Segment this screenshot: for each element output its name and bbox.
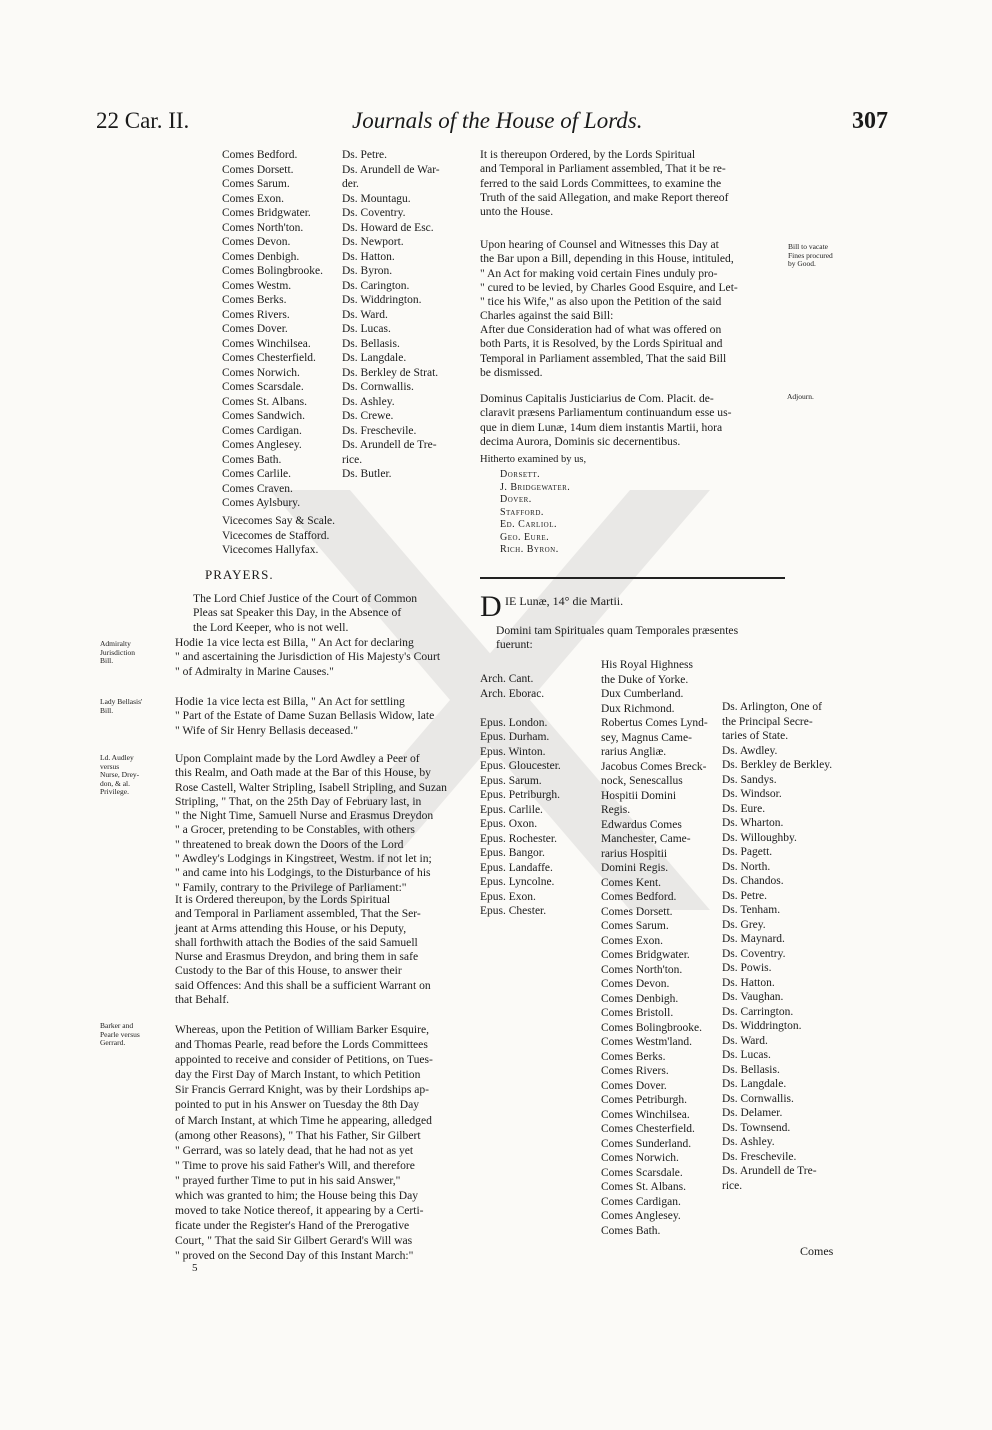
text-line: " Part of the Estate of Dame Suzan Bellasis Widow, late [175, 709, 435, 723]
lord-entry: Ds. Coventry. [722, 947, 786, 960]
regnal-year: 22 Car. II. [96, 108, 190, 133]
lord-entry: Domini Regis. [601, 862, 669, 874]
lord-entry: Comes Bristoll. [601, 1007, 674, 1019]
lord-entry: Comes Sarum. [222, 178, 290, 190]
side-note-audley [100, 754, 139, 797]
lord-entry: Regis. [601, 804, 631, 816]
fines-bill-hearing [480, 238, 738, 324]
lord-entry: Comes St. Albans. [601, 1181, 686, 1193]
lord-entry: Comes Anglesey. [601, 1210, 681, 1222]
lord-entry: Jacobus Comes Breck- [601, 760, 707, 773]
lord-entry: Robertus Comes Lynd- [601, 717, 708, 729]
speaker-note [193, 592, 417, 635]
lord-entry: Ds. Delamer. [722, 1107, 783, 1119]
signature-mark: 5 [192, 1262, 198, 1274]
lord-entry: Comes Devon. [601, 978, 670, 990]
prayers-heading: PRAYERS. [205, 567, 274, 582]
lord-entry: Comes Scarsdale. [222, 381, 304, 393]
lord-entry: Hospitii Domini [601, 789, 677, 802]
examiner-signature: Stafford. [500, 506, 544, 518]
text-line: both Parts, it is Resolved, by the Lords Spiritual and [480, 337, 723, 351]
lord-entry: Vicecomes Hallyfax. [222, 544, 319, 556]
text-line: que in diem Lunæ, 14um diem instantis Martii, hora [480, 420, 723, 434]
text-line: unto the House. [480, 205, 554, 219]
lord-entry: Ds. Hatton. [722, 976, 775, 989]
lord-entry: Dux Cumberland. [601, 688, 684, 700]
lord-entry: Comes Chesterfield. [222, 352, 316, 364]
lord-entry: Ds. Byron. [342, 265, 393, 277]
text-line: Hodie 1a vice lecta est Billa, " An Act for declaring [175, 636, 414, 649]
lord-entry: Ds. Vaughan. [722, 991, 784, 1003]
lord-entry: His Royal Highness [601, 659, 693, 671]
lord-entry: Comes Norwich. [222, 366, 300, 379]
lord-entry: Ds. Petre. [722, 889, 768, 902]
lord-entry: Comes Dover. [222, 323, 288, 335]
lord-entry: Comes Scarsdale. [601, 1166, 683, 1179]
text-line: After due Consideration had of what was offered on [480, 323, 722, 336]
note-line: Jurisdiction [100, 647, 135, 657]
lord-entry: rarius Hospitii [601, 847, 668, 860]
text-line: Pleas sat Speaker this Day, in the Absence of [193, 606, 402, 620]
text-line: claravit præsens Parliamentum continuandum esse us- [480, 406, 732, 420]
lord-entry: Arch. Cant. [480, 673, 534, 685]
lord-entry: Ds. Newport. [342, 236, 404, 248]
lord-entry: Comes Denbigh. [222, 250, 300, 263]
lord-entry: Ds. North. [722, 860, 771, 873]
text-line: " and came into his Lodgings, to the Disturbance of his [175, 866, 431, 880]
lord-entry: Ds. Awdley. [722, 744, 778, 757]
text-line: " Family, contrary to the Privilege of Parliament:" [175, 880, 407, 894]
text-line: " tice his Wife," as also upon the Petition of the said [480, 295, 722, 309]
text-line: Upon Complaint made by the Lord Awdley a Peer of [175, 752, 420, 765]
lord-entry: Epus. Rochester. [480, 832, 557, 845]
side-note-admiralty [100, 640, 135, 666]
text-line: that Behalf. [175, 993, 230, 1007]
text-line: Whereas, upon the Petition of William Barker Esquire, [175, 1023, 429, 1036]
lord-entry: Comes St. Albans. [222, 395, 307, 408]
lord-entry: Ds. Ashley. [342, 395, 395, 408]
text-line: said Offences: And this shall be a sufficient Warrant on [175, 978, 431, 992]
lord-entry: Comes Chesterfield. [601, 1123, 695, 1135]
lord-entry: Comes Norwich. [601, 1152, 679, 1164]
lord-entry: Ds. Freschevile. [722, 1150, 797, 1163]
text-line: It is thereupon Ordered, by the Lords Spiritual [480, 148, 696, 161]
text-line: moved to take Notice thereof, it appearing by a Certi- [175, 1204, 424, 1218]
text-line: this Realm, and Oath made at the Bar of this House, by [175, 766, 431, 780]
bellasis-bill [175, 695, 434, 738]
note-line: Admiralty [100, 639, 131, 648]
barker-petition [175, 1022, 433, 1264]
lord-entry: Epus. Oxon. [480, 818, 538, 830]
lord-entry: Ds. Howard de Esc. [342, 221, 434, 234]
text-line: the Lord Keeper, who is not well. [193, 620, 349, 634]
note-line: Fines procured [788, 250, 833, 260]
lord-entry: Ds. Tenham. [722, 904, 781, 916]
bill-dismissed [480, 323, 726, 380]
text-line: " Gerrard, was so lately dead, that he had not as yet [175, 1143, 414, 1157]
text-line: be dismissed. [480, 365, 543, 379]
lord-entry: Ds. Arlington, One of [722, 701, 822, 713]
lord-entry: Ds. Cornwallis. [342, 381, 414, 393]
text-line: day the First Day of March Instant, to which Petition [175, 1068, 421, 1082]
lord-entry: Ds. Freschevile. [342, 424, 417, 437]
lord-entry: rice. [722, 1179, 743, 1192]
text-line: " of Admiralty in Marine Causes." [175, 664, 334, 678]
lord-entry: Ds. Lucas. [722, 1049, 771, 1061]
text-line: appointed to receive and consider of Petitions, on Tues- [175, 1053, 433, 1067]
lord-entry: Comes North'ton. [222, 221, 304, 234]
lord-entry: Ds. Eure. [722, 802, 766, 815]
text-line: " the Night Time, Samuell Nurse and Erasmus Dreydon [175, 809, 434, 823]
text-line: and Thomas Pearle, read before the Lords Committees [175, 1038, 428, 1052]
lord-entry: Ds. Arundell de Tre- [342, 439, 437, 451]
examiner-signature: Dover. [500, 494, 532, 505]
lord-entry: Comes Denbigh. [601, 992, 679, 1005]
lord-entry: Epus. Winton. [480, 745, 546, 758]
page-title: Journals of the House of Lords. [352, 108, 643, 133]
lord-entry: Ds. Carrington. [722, 1005, 794, 1018]
text-line: It is Ordered thereupon, by the Lords Spiritual [175, 893, 391, 906]
lord-entry: Epus. Lyncolne. [480, 876, 555, 888]
present-heading [496, 624, 738, 653]
lord-entry: Epus. Exon. [480, 890, 536, 903]
lord-entry: Ds. Berkley de Berkley. [722, 759, 833, 771]
text-line: Stripling, " That, on the 25th Day of February last, in [175, 794, 422, 808]
lord-entry: Comes Bath. [222, 453, 282, 466]
lord-entry: Ds. Chandos. [722, 875, 784, 887]
text-line: " An Act for making void certain Fines unduly pro- [480, 266, 718, 280]
text-line: " Awdley's Lodgings in Kingstreet, Westm. if not let in; [175, 852, 432, 866]
text-line: Sir Francis Gerrard Knight, was by their Lordships ap- [175, 1083, 430, 1097]
lord-entry: Ds. Mountagu. [342, 192, 411, 205]
lord-entry: Comes Bedford. [601, 891, 677, 903]
text-line: ficate under the Register's Hand of the Prerogative [175, 1219, 410, 1233]
lord-entry: Comes Winchilsea. [222, 337, 311, 350]
lord-entry: Comes Sunderland. [601, 1137, 692, 1150]
examiner-signature: Ed. Carliol. [500, 519, 557, 530]
examiners-list [500, 469, 570, 557]
text-line: decima Aurora, Dominis sic decernentibus. [480, 434, 681, 448]
side-note-bellasis [100, 698, 142, 715]
lord-entry: Ds. Townsend. [722, 1121, 791, 1134]
catchword: Comes [800, 1244, 834, 1258]
text-line: Hodie 1a vice lecta est Billa, " An Act for settling [175, 695, 405, 708]
lord-entry: rarius Angliæ. [601, 746, 667, 758]
lord-entry: Comes Exon. [222, 192, 284, 205]
lord-entry: Ds. Widdrington. [342, 294, 422, 306]
left-ds-list [342, 148, 440, 482]
text-line: which was granted to him; the House being this Day [175, 1189, 419, 1203]
lord-entry: Epus. Chester. [480, 905, 547, 917]
lord-entry: Comes Sarum. [601, 920, 669, 932]
side-note-adjourn [787, 393, 814, 402]
lord-entry: Comes Anglesey. [222, 439, 302, 451]
note-line: Barker and [100, 1021, 134, 1030]
text-line: Dominus Capitalis Justiciarius de Com. Placit. de- [480, 392, 714, 405]
lord-entry: Ds. Langdale. [722, 1078, 787, 1090]
audley-complaint [175, 752, 447, 895]
lord-entry: Comes Carlile. [222, 468, 291, 480]
lord-entry: Epus. London. [480, 716, 548, 729]
text-line: and Temporal in Parliament assembled, That the Ser- [175, 907, 421, 921]
lord-entry: Comes Bridgwater. [601, 949, 690, 961]
side-note-fines [788, 243, 833, 269]
text-line: ferred to the said Lords Committees, to examine the [480, 176, 722, 190]
text-line: " Time to prove his said Father's Will, and therefore [175, 1158, 415, 1172]
lord-entry: Epus. Durham. [480, 731, 550, 743]
lord-entry: Ds. Wharton. [722, 817, 784, 829]
lord-entry: Ds. Petre. [342, 149, 388, 161]
lord-entry: Ds. Ward. [722, 1034, 768, 1047]
text-line: shall forthwith attach the Bodies of the said Samuell [175, 935, 418, 949]
lord-entry: Comes Westm'land. [601, 1036, 693, 1048]
lord-entry: Ds. Carington. [342, 279, 410, 292]
text-line: " Wife of Sir Henry Bellasis deceased." [175, 723, 358, 737]
examiner-signature: J. Bridgewater. [500, 481, 571, 493]
vicecomes-list [222, 514, 335, 558]
text-line: of March Instant, at which Time he appearing, alledged [175, 1113, 432, 1127]
lord-entry: Comes Exon. [601, 934, 663, 947]
lord-entry: Ds. Powis. [722, 962, 772, 974]
lord-entry: Ds. Windsor. [722, 788, 782, 800]
lord-entry: Ds. Crewe. [342, 410, 394, 422]
text-line: jeant at Arms attending this House, or his Deputy, [175, 921, 407, 935]
lord-entry: Arch. Eborac. [480, 687, 545, 700]
lord-entry: Vicecomes de Stafford. [222, 529, 330, 542]
examiner-signature: Dorsett. [500, 469, 541, 480]
text-line: the Bar upon a Bill, depending in this House, intituled, [480, 252, 734, 266]
lord-entry: Comes Dorsett. [222, 163, 294, 176]
lord-entry: Comes Dover. [601, 1079, 667, 1092]
text-line: Truth of the said Allegation, and make Report thereof [480, 190, 729, 204]
note-line: by Good. [788, 259, 816, 269]
admiralty-bill [175, 636, 440, 679]
lord-entry: Vicecomes Say & Scale. [222, 515, 335, 527]
lord-entry: rice. [342, 453, 363, 466]
lord-entry: Edwardus Comes [601, 818, 682, 831]
lord-entry: Comes Cardigan. [222, 424, 302, 437]
lord-entry: taries of State. [722, 730, 789, 742]
lord-entry: Ds. Hatton. [342, 250, 395, 263]
note-line: Bill to vacate [788, 242, 828, 251]
lord-entry: the Principal Secre- [722, 715, 813, 728]
lord-entry: Comes Bolingbrooke. [222, 265, 323, 277]
lord-entry: Comes Cardigan. [601, 1195, 681, 1208]
lord-entry: Ds. Cornwallis. [722, 1092, 794, 1105]
lord-entry: Ds. Langdale. [342, 352, 407, 364]
lord-entry: Ds. Arundell de Tre- [722, 1165, 817, 1177]
text-line: Rose Castell, Walter Stripling, Isabell Stripling, and Suzan [175, 780, 447, 794]
text-line: " and ascertaining the Jurisdiction of His Majesty's Court [175, 650, 441, 664]
lord-entry: Comes Kent. [601, 876, 662, 889]
lord-entry: Ds. Pagett. [722, 846, 773, 858]
note-line: Lady Bellasis' [100, 697, 143, 706]
lord-entry: Epus. Landaffe. [480, 861, 553, 874]
note-line: versus [100, 761, 120, 771]
examiner-signature: Rich. Byron. [500, 544, 559, 555]
lord-entry: Ds. Lucas. [342, 323, 391, 335]
examined-label: Hitherto examined by us, [480, 454, 587, 465]
lord-entry: Ds. Arundell de War- [342, 163, 440, 176]
lord-entry: Ds. Sandys. [722, 773, 777, 786]
text-line: The Lord Chief Justice of the Court of Common [193, 592, 418, 605]
lord-entry: Comes Petriburgh. [601, 1094, 688, 1106]
lord-entry: Comes Devon. [222, 236, 291, 248]
note-line: Nurse, Drey- [100, 770, 140, 780]
lord-entry: Ds. Willoughby. [722, 831, 797, 844]
lord-entry: Ds. Bellasis. [342, 337, 400, 350]
side-note-barker [100, 1022, 140, 1048]
lord-entry: Comes Bath. [601, 1224, 661, 1237]
lord-entry: Comes Aylsbury. [222, 497, 301, 509]
note-line: don, & al. [100, 778, 130, 788]
text-line: (among other Reasons), " That his Father, Sir Gilbert [175, 1128, 421, 1142]
lord-entry: Comes Berks. [222, 294, 287, 306]
lord-entry: Manchester, Came- [601, 833, 691, 845]
note-line: Bill. [100, 656, 114, 666]
lord-entry: Comes Rivers. [601, 1065, 669, 1077]
note-line: Bill. [100, 705, 114, 715]
page-number: 307 [852, 108, 888, 134]
lord-entry: Comes Sandwich. [222, 410, 306, 422]
text-line: " prayed further Time to put in his said Answer," [175, 1173, 401, 1187]
lord-entry: the Duke of Yorke. [601, 673, 689, 686]
lord-entry: nock, Senescallus [601, 775, 683, 787]
text-line: fuerunt: [496, 638, 533, 652]
left-comes-list [222, 148, 323, 511]
lord-entry: Ds. Berkley de Strat. [342, 366, 439, 379]
drop-cap: D [480, 590, 502, 623]
lord-entry: Comes Winchilsea. [601, 1108, 690, 1121]
referral-order [480, 148, 728, 219]
lord-entry: Ds. Coventry. [342, 207, 406, 219]
text-line: Charles against the said Bill: [480, 309, 614, 323]
lord-entry: Comes Craven. [222, 482, 293, 495]
lord-entry: Epus. Petriburgh. [480, 789, 560, 801]
lord-entry: Epus. Carlile. [480, 803, 543, 816]
lord-entry: Ds. Butler. [342, 468, 392, 480]
text-line: Custody to the Bar of this House, to answer their [175, 964, 402, 978]
note-line: Ld. Audley [100, 753, 134, 762]
lord-entry: Comes Rivers. [222, 308, 290, 321]
note-line: Privilege. [100, 787, 129, 797]
lord-entry: Ds. Bellasis. [722, 1063, 780, 1076]
text-line: " a Grocer, pretending to be Constables, with others [175, 823, 415, 837]
text-line: Upon hearing of Counsel and Witnesses this Day at [480, 238, 719, 251]
note-line: Pearle versus [100, 1029, 140, 1039]
lord-entry: Comes Dorsett. [601, 905, 673, 918]
lord-entry: Comes Berks. [601, 1050, 666, 1063]
audley-order [175, 893, 431, 1007]
note-line: Gerrard. [100, 1038, 126, 1048]
text-line: " threatened to break down the Doors of the Lord [175, 837, 404, 851]
lords-middle-list [601, 658, 708, 1238]
lord-entry: Epus. Sarum. [480, 774, 542, 787]
lord-entry: Comes Westm. [222, 279, 292, 292]
note-line: Adjourn. [787, 392, 814, 401]
lord-entry: sey, Magnus Came- [601, 731, 692, 744]
lord-entry: Comes Bedford. [222, 149, 298, 161]
adjournment [480, 392, 731, 449]
text-line: Domini tam Spirituales quam Temporales præsentes [496, 624, 739, 637]
arch-epus-list [480, 672, 561, 919]
lord-entry: der. [342, 178, 359, 190]
section-divider [480, 577, 785, 579]
text-line: Nurse and Erasmus Dreydon, and bring them in safe [175, 950, 419, 964]
ds-list [722, 700, 832, 1193]
lord-entry: Epus. Bangor. [480, 847, 545, 859]
lord-entry: Ds. Ward. [342, 308, 388, 321]
lord-entry: Comes Bridgwater. [222, 207, 311, 219]
text-line: Court, " That the said Sir Gilbert Gerard's Will was [175, 1234, 413, 1248]
lord-entry: Ds. Maynard. [722, 933, 785, 945]
lord-entry: Ds. Widdrington. [722, 1020, 802, 1032]
lord-entry: Epus. Gloucester. [480, 760, 561, 772]
lord-entry: Dux Richmond. [601, 702, 675, 715]
examiner-signature: Geo. Eure. [500, 531, 550, 543]
lord-entry: Ds. Grey. [722, 918, 766, 931]
text-line: and Temporal in Parliament assembled, That it be re- [480, 162, 726, 176]
lord-entry: Ds. Ashley. [722, 1136, 775, 1148]
text-line: " proved on the Second Day of this Instant March:" [175, 1249, 414, 1263]
lord-entry [480, 701, 561, 716]
text-line: pointed to put in his Answer on Tuesday the 8th Day [175, 1098, 420, 1112]
die-heading: IE Lunæ, 14° die Martii. [505, 594, 624, 608]
text-line: " cured to be levied, by Charles Good Esquire, and Let- [480, 280, 738, 294]
text-line: Temporal in Parliament assembled, That the said Bill [480, 351, 727, 365]
lord-entry: Comes Bolingbrooke. [601, 1021, 702, 1034]
lord-entry: Comes North'ton. [601, 963, 683, 976]
